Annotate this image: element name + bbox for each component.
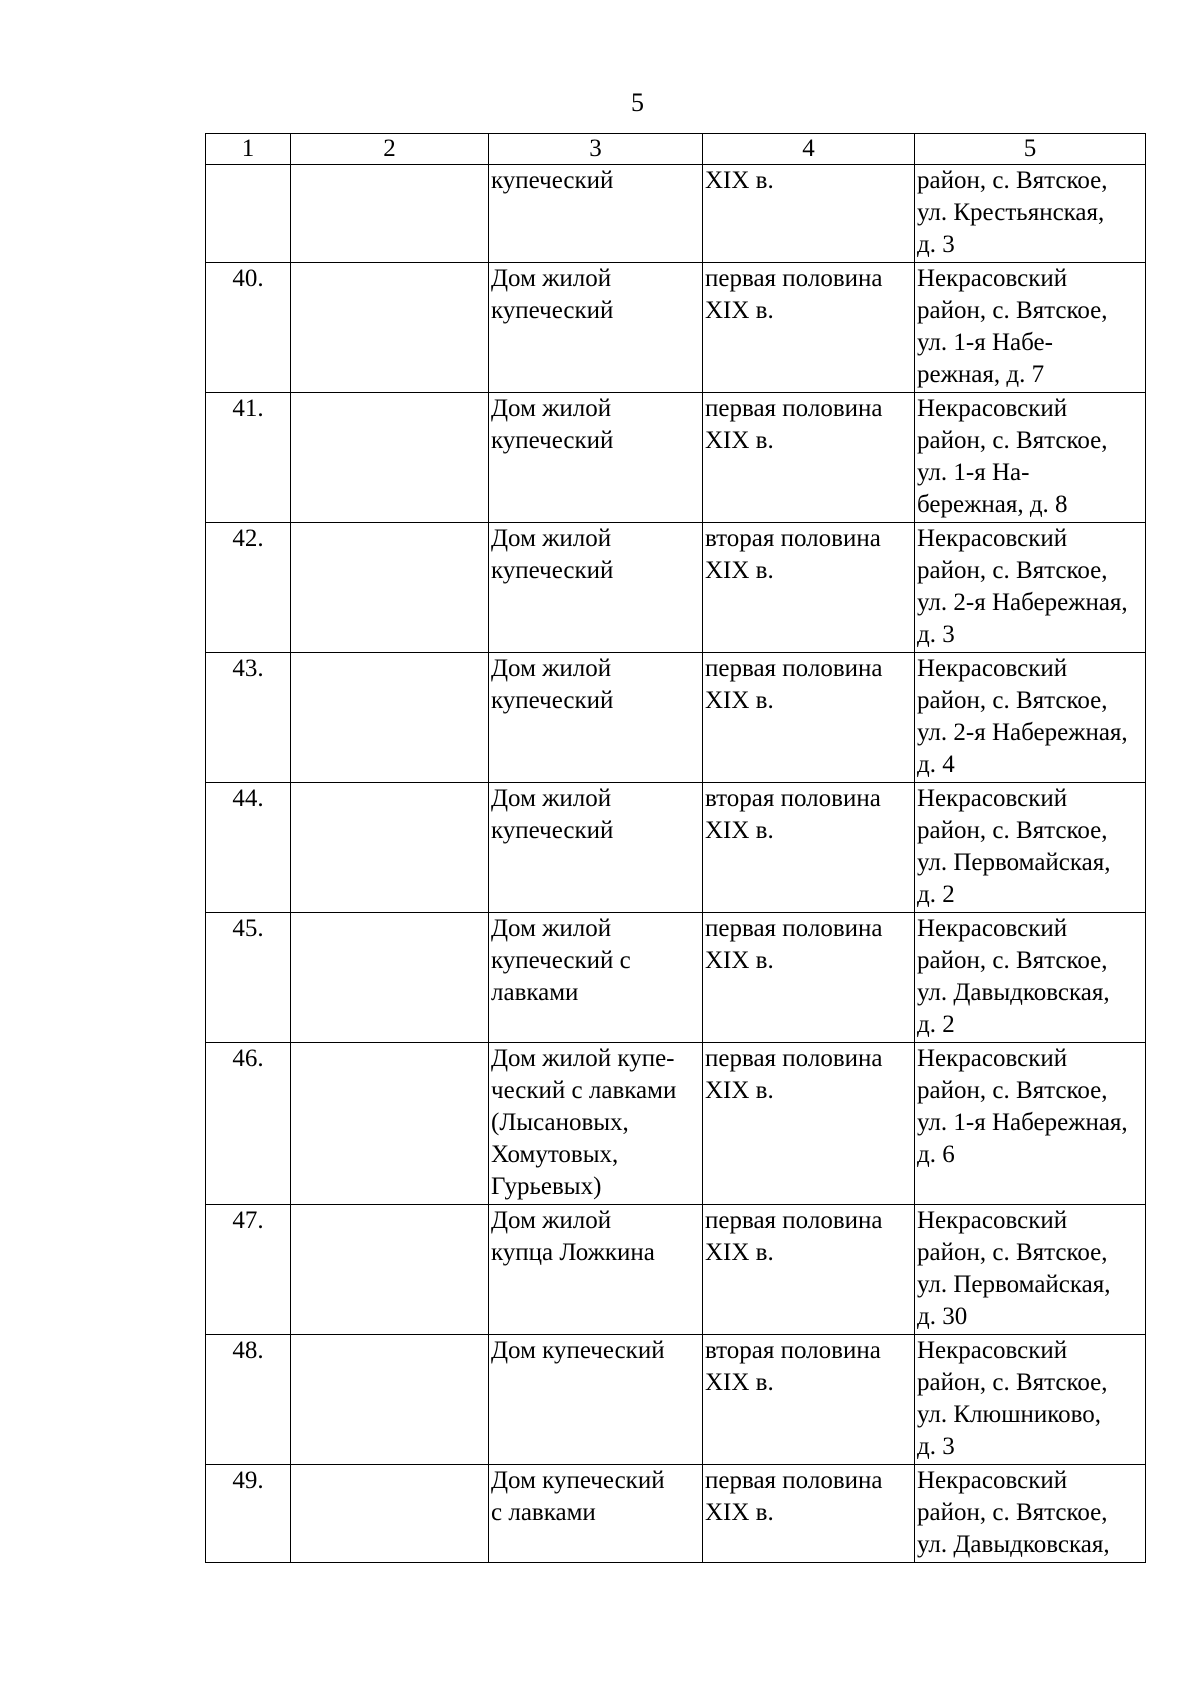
cell-number: 40. — [206, 263, 291, 393]
cell-address: Некрасовский район, с. Вятское, ул. 2-я Набережная, д. 4 — [915, 653, 1146, 783]
column-header-3: 3 — [489, 134, 703, 165]
cell-object-name: Дом жилой купца Ложкина — [489, 1205, 703, 1335]
cell-address: Некрасовский район, с. Вятское, ул. 1-я Набережная, д. 6 — [915, 1043, 1146, 1205]
cell-column-2 — [291, 913, 489, 1043]
table-row — [206, 263, 1146, 393]
table-row — [206, 1205, 1146, 1335]
cell-number: 46. — [206, 1043, 291, 1205]
cell-column-2 — [291, 1335, 489, 1465]
cell-number: 47. — [206, 1205, 291, 1335]
cell-column-2 — [291, 523, 489, 653]
cell-object-name: Дом купеческий с лавками — [489, 1465, 703, 1563]
heritage-objects-table — [205, 133, 1146, 1563]
cell-object-name: купеческий — [489, 165, 703, 263]
cell-dating: первая половина XIX в. — [703, 1465, 915, 1563]
cell-column-2 — [291, 1205, 489, 1335]
table-row — [206, 1465, 1146, 1563]
cell-object-name: Дом жилой купеческий — [489, 523, 703, 653]
cell-dating: первая половина XIX в. — [703, 653, 915, 783]
cell-number: 49. — [206, 1465, 291, 1563]
cell-dating: вторая половина XIX в. — [703, 783, 915, 913]
table-row — [206, 1335, 1146, 1465]
table-header-row — [206, 134, 1146, 165]
cell-dating: вторая половина XIX в. — [703, 1335, 915, 1465]
cell-object-name: Дом жилой купеческий — [489, 783, 703, 913]
cell-object-name: Дом жилой купеческий — [489, 393, 703, 523]
table-row — [206, 653, 1146, 783]
cell-number: 42. — [206, 523, 291, 653]
cell-address: Некрасовский район, с. Вятское, ул. Давыдковская, д. 2 — [915, 913, 1146, 1043]
cell-dating: вторая половина XIX в. — [703, 523, 915, 653]
cell-dating: первая половина XIX в. — [703, 393, 915, 523]
cell-address: Некрасовский район, с. Вятское, ул. Первомайская, д. 2 — [915, 783, 1146, 913]
cell-address: Некрасовский район, с. Вятское, ул. Давыдковская, — [915, 1465, 1146, 1563]
cell-column-2 — [291, 1043, 489, 1205]
cell-object-name: Дом жилой купеческий — [489, 263, 703, 393]
cell-number — [206, 165, 291, 263]
cell-column-2 — [291, 653, 489, 783]
cell-number: 45. — [206, 913, 291, 1043]
cell-address: Некрасовский район, с. Вятское, ул. 2-я Набережная, д. 3 — [915, 523, 1146, 653]
column-header-4: 4 — [703, 134, 915, 165]
column-header-1: 1 — [206, 134, 291, 165]
cell-object-name: Дом жилой купеческий — [489, 653, 703, 783]
cell-dating: первая половина XIX в. — [703, 1205, 915, 1335]
cell-number: 48. — [206, 1335, 291, 1465]
table-row — [206, 165, 1146, 263]
cell-dating: XIX в. — [703, 165, 915, 263]
cell-address: Некрасовский район, с. Вятское, ул. 1-я На- бережная, д. 8 — [915, 393, 1146, 523]
cell-address: район, с. Вятское, ул. Крестьянская, д. 3 — [915, 165, 1146, 263]
table-row — [206, 393, 1146, 523]
page-number: 5 — [631, 88, 644, 117]
cell-address: Некрасовский район, с. Вятское, ул. Первомайская, д. 30 — [915, 1205, 1146, 1335]
cell-column-2 — [291, 393, 489, 523]
cell-number: 43. — [206, 653, 291, 783]
cell-object-name: Дом жилой купеческий с лавками — [489, 913, 703, 1043]
cell-number: 44. — [206, 783, 291, 913]
table-row — [206, 913, 1146, 1043]
cell-object-name: Дом купеческий — [489, 1335, 703, 1465]
cell-dating: первая половина XIX в. — [703, 1043, 915, 1205]
table-row — [206, 1043, 1146, 1205]
column-header-5: 5 — [915, 134, 1146, 165]
column-header-2: 2 — [291, 134, 489, 165]
cell-dating: первая половина XIX в. — [703, 913, 915, 1043]
cell-address: Некрасовский район, с. Вятское, ул. Клюшниково, д. 3 — [915, 1335, 1146, 1465]
cell-column-2 — [291, 165, 489, 263]
cell-column-2 — [291, 1465, 489, 1563]
cell-number: 41. — [206, 393, 291, 523]
table-row — [206, 783, 1146, 913]
table-row — [206, 523, 1146, 653]
cell-column-2 — [291, 263, 489, 393]
cell-dating: первая половина XIX в. — [703, 263, 915, 393]
cell-column-2 — [291, 783, 489, 913]
cell-address: Некрасовский район, с. Вятское, ул. 1-я Набе- режная, д. 7 — [915, 263, 1146, 393]
cell-object-name: Дом жилой купе- ческий с лавками (Лысановых, Хомутовых, Гурьевых) — [489, 1043, 703, 1205]
